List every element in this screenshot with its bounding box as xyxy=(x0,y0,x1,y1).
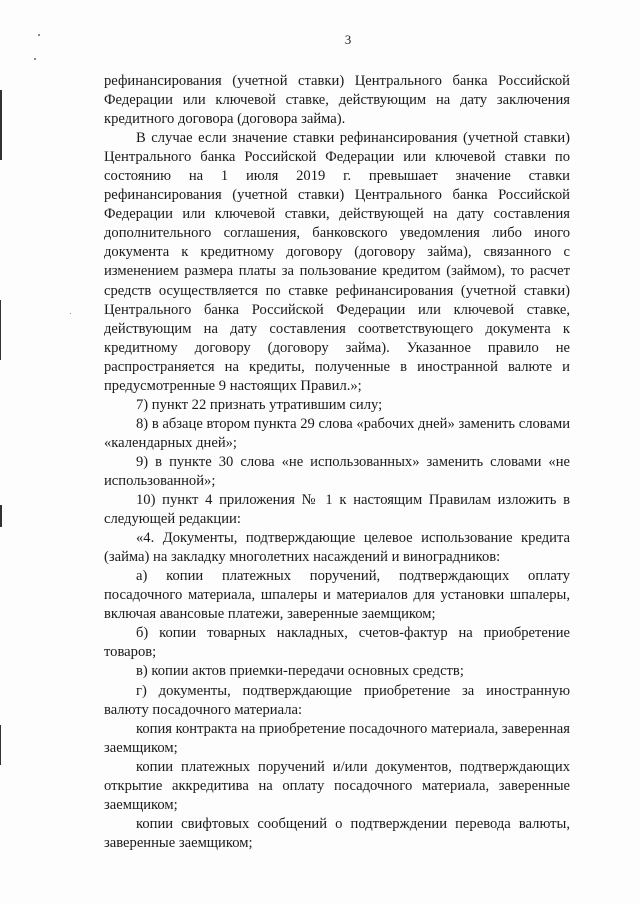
document-body xyxy=(104,72,570,853)
paragraph: копии платежных поручений и/или документов, подтверждающих открытие аккредитива на оплату посадочного материала, заверенные заемщиком; xyxy=(104,758,570,813)
paragraph: В случае если значение ставки рефинансирования (учетной ставки) Центрального банка Российской Федерации или ключевой ставки по состоянию на 1 июля 2019 г. превышает значение ставки рефинансирования (учетной ставки) Центрального банка Российской Федерации или ключевой ставки, действующей на дату составления дополнительного соглашения, банковского уведомления либо иного документа к кредитному договору (договору займа), связанного с изменением размера платы за пользование кредитом (займом), то расчет средств осуществляется по ставке рефинансирования (учетной ставки) Центрального банка Российской Федерации или ключевой ставке, действующим на дату составления соответствующего документа к кредитному договору (договору займа). Указанное правило не распространяется на кредиты, полученные в иностранной валюте и предусмотренные 9 настоящих Правил.»; xyxy=(104,130,570,394)
scan-speck xyxy=(70,313,71,314)
scan-edge-mark xyxy=(0,505,2,527)
paragraph: копии свифтовых сообщений о подтверждении перевода валюты, заверенные заемщиком; xyxy=(104,815,570,851)
scan-speck xyxy=(38,34,40,36)
page-number: 3 xyxy=(344,32,352,47)
paragraph: 9) в пункте 30 слова «не использованных» заменить словами «не использованной»; xyxy=(104,453,570,489)
paragraph: копия контракта на приобретение посадочного материала, заверенная заемщиком; xyxy=(104,720,570,756)
scan-speck xyxy=(34,58,36,60)
scan-edge-mark xyxy=(0,300,1,360)
scan-edge-mark xyxy=(0,90,2,160)
paragraph: а) копии платежных поручений, подтверждающих оплату посадочного материала, шпалеры и материалов для установки шпалеры, включая авансовые платежи, заверенные заемщиком; xyxy=(104,568,570,623)
scan-edge-mark xyxy=(0,725,1,765)
paragraph: 7) пункт 22 признать утратившим силу; xyxy=(136,396,383,413)
paragraph: 10) пункт 4 приложения № 1 к настоящим Правилам изложить в следующей редакции: xyxy=(104,492,570,528)
paragraph: рефинансирования (учетной ставки) Центрального банка Российской Федерации или ключевой ставке, действующим на дату заключения кредитного договора (договора займа). xyxy=(104,73,570,128)
paragraph: б) копии товарных накладных, счетов-фактур на приобретение товаров; xyxy=(104,625,570,661)
paragraph: 8) в абзаце втором пункта 29 слова «рабочих дней» заменить словами «календарных дней»; xyxy=(104,415,570,451)
paragraph: в) копии актов приемки-передачи основных средств; xyxy=(136,663,464,680)
paragraph: «4. Документы, подтверждающие целевое использование кредита (займа) на закладку многолетних насаждений и виноградников: xyxy=(104,530,570,566)
paragraph: г) документы, подтверждающие приобретение за иностранную валюту посадочного материала: xyxy=(104,682,570,718)
